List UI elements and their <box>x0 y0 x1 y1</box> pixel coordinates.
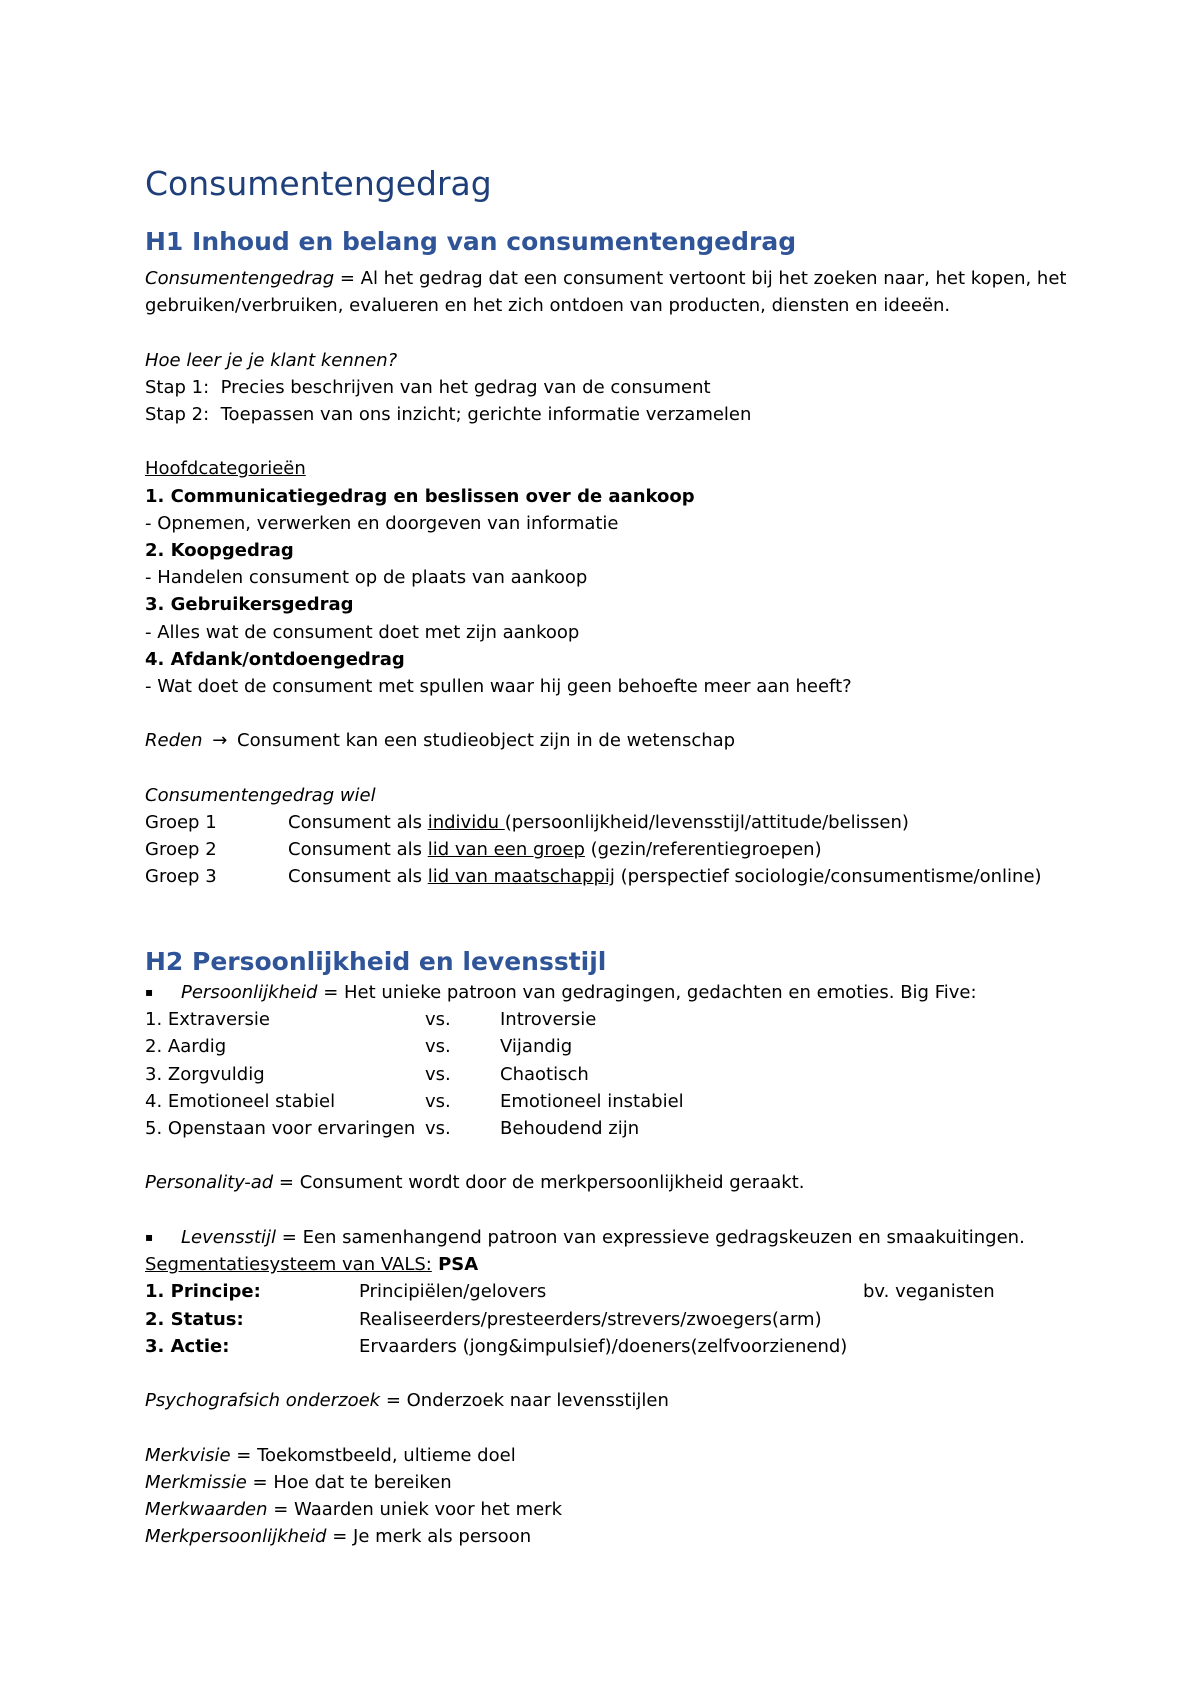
personality-ad-line: Personality-ad = Consument wordt door de merkpersoonlijkheid geraakt. <box>145 1172 805 1194</box>
category-title: 3. Gebruikersgedrag <box>145 594 354 616</box>
wheel-heading: Consumentengedrag wiel <box>145 784 376 806</box>
brand-line: Merkmissie = Hoe dat te bereiken <box>145 1471 452 1493</box>
brand-line: Merkvisie = Toekomstbeeld, ultieme doel <box>145 1444 516 1466</box>
category-title: 1. Communicatiegedrag en beslissen over de aankoop <box>145 485 695 507</box>
big-five-row: 5. Openstaan voor ervaringen vs. Behoudend zijn <box>145 1117 640 1139</box>
chapter-2-heading: H2 Persoonlijkheid en levensstijl <box>145 946 607 976</box>
group-desc: Consument als lid van maatschappij (perspectief sociologie/consumentisme/online) <box>288 866 1042 888</box>
big-five-row: 2. Aardig vs. Vijandig <box>145 1036 573 1058</box>
brand-line: Merkwaarden = Waarden uniek voor het merk <box>145 1499 563 1521</box>
step-line: Stap 2: Toepassen van ons inzicht; gerichte informatie verzamelen <box>145 404 752 425</box>
document-title: Consumentengedrag <box>145 164 492 203</box>
lifestyle-line: ▪ Levensstijl = Een samenhangend patroon van expressieve gedragskeuzen en smaakuitingen. <box>145 1224 1105 1252</box>
group-row <box>145 836 1105 863</box>
reason-text: Consument kan een studieobject zijn in de wetenschap <box>231 730 736 752</box>
big-five-row: 1. Extraversie vs. Introversie <box>145 1009 597 1031</box>
arrow-right-icon: → <box>212 730 228 752</box>
brand-line: Merkpersoonlijkheid = Je merk als persoon <box>145 1526 532 1548</box>
question-text: Hoe leer je je klant kennen? <box>145 349 398 371</box>
vals-row: 3. Actie: Ervaarders (jong&impulsief)/doeners(zelfvoorzienend) <box>145 1335 848 1357</box>
category-desc: - Handelen consument op de plaats van aankoop <box>145 567 588 589</box>
psychographic-line: Psychografsich onderzoek = Onderzoek naar levensstijlen <box>145 1390 669 1412</box>
group-desc: Consument als individu (persoonlijkheid/levensstijl/attitude/belissen) <box>288 812 909 833</box>
group-desc: Consument als lid van een groep (gezin/referentiegroepen) <box>288 839 822 861</box>
category-title: 2. Koopgedrag <box>145 540 294 561</box>
square-bullet-icon: ▪ <box>145 1230 154 1245</box>
big-five-row: 3. Zorgvuldig vs. Chaotisch <box>145 1063 589 1085</box>
chapter-1-heading: H1 Inhoud en belang van consumentengedrag <box>145 227 797 256</box>
vals-row: 2. Status: Realiseerders/presteerders/strevers/zwoegers(arm) <box>145 1308 822 1330</box>
vals-row: 1. Principe: Principiëlen/gelovers bv. veganisten <box>145 1281 995 1303</box>
category-desc: - Wat doet de consument met spullen waar hij geen behoefte meer aan heeft? <box>145 676 852 698</box>
vals-heading: Segmentatiesysteem van VALS: PSA <box>145 1254 479 1276</box>
personality-line: ▪ Persoonlijkheid = Het unieke patroon van gedragingen, gedachten en emoties. Big Five: <box>145 979 1105 1007</box>
group-label: Groep 1 <box>145 812 217 833</box>
big-five-row: 4. Emotioneel stabiel vs. Emotioneel instabiel <box>145 1090 684 1112</box>
question-line <box>145 347 1105 374</box>
group-label: Groep 2 <box>145 839 217 861</box>
lifestyle-term: Levensstijl <box>181 1226 277 1248</box>
category-desc: - Alles wat de consument doet met zijn aankoop <box>145 621 580 643</box>
group-label: Groep 3 <box>145 866 217 888</box>
definition-term: Consumentengedrag <box>145 268 335 289</box>
square-bullet-icon: ▪ <box>145 984 154 999</box>
personality-term: Persoonlijkheid <box>181 981 318 1003</box>
step-line: Stap 1: Precies beschrijven van het gedrag van de consument <box>145 376 711 398</box>
category-title: 4. Afdank/ontdoengedrag <box>145 648 405 670</box>
category-desc: - Opnemen, verwerken en doorgeven van informatie <box>145 512 619 534</box>
document-content <box>145 160 1105 1550</box>
categories-heading: Hoofdcategorieën <box>145 458 306 480</box>
definition-text: = Al het gedrag dat een consument vertoont bij het zoeken naar, het kopen, het gebruiken/verbruiken, evalueren en het zich ontdoen van producten, diensten en ideeën. <box>145 268 1067 317</box>
reason-line <box>145 727 1105 754</box>
reason-term: Reden <box>145 730 203 752</box>
group-row <box>145 809 1105 836</box>
definition-paragraph <box>145 265 1105 319</box>
group-row <box>145 863 1105 890</box>
